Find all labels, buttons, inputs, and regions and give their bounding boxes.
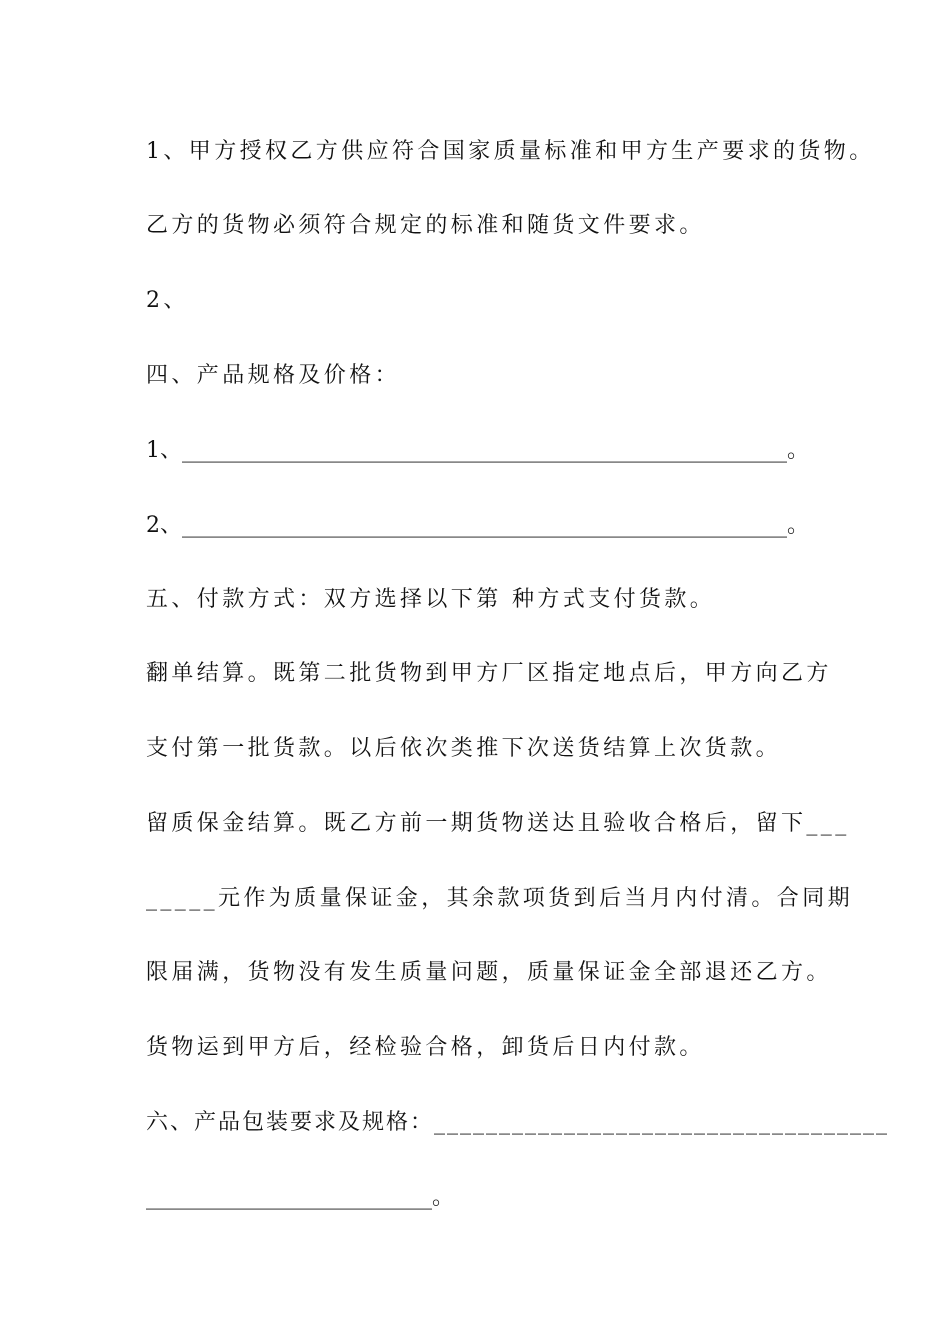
payment-option-2-continuation-2: 限届满，货物没有发生质量问题，质量保证金全部退还乙方。: [146, 960, 832, 985]
payment-option-1-continuation: 支付第一批货款。以后依次类推下次送货结算上次货款。: [146, 736, 782, 761]
clause-2-line: 2、: [146, 288, 189, 313]
section-6-heading: 六、产品包装要求及规格：___________________________________: [146, 1110, 890, 1135]
section-5-heading: 五、付款方式：双方选择以下第 种方式支付货款。: [146, 587, 716, 612]
clause-1-line: 1、甲方授权乙方供应符合国家质量标准和甲方生产要求的货物。: [146, 139, 875, 164]
payment-option-2-continuation: _____元作为质量保证金，其余款项货到后当月内付清。合同期: [146, 886, 854, 911]
spec-item-1: 1、_______________________________________________________。: [146, 438, 809, 463]
spec-item-2: 2、_______________________________________________________。: [146, 513, 809, 538]
section-6-continuation: __________________________。: [146, 1185, 455, 1210]
payment-option-1-line: 翻单结算。既第二批货物到甲方厂区指定地点后，甲方向乙方: [146, 661, 832, 686]
payment-option-2-line: 留质保金结算。既乙方前一期货物送达且验收合格后，留下___: [146, 811, 850, 836]
section-4-heading: 四、产品规格及价格：: [146, 363, 401, 388]
clause-1-continuation: 乙方的货物必须符合规定的标准和随货文件要求。: [146, 213, 705, 238]
payment-option-3-line: 货物运到甲方后，经检验合格，卸货后日内付款。: [146, 1035, 705, 1060]
